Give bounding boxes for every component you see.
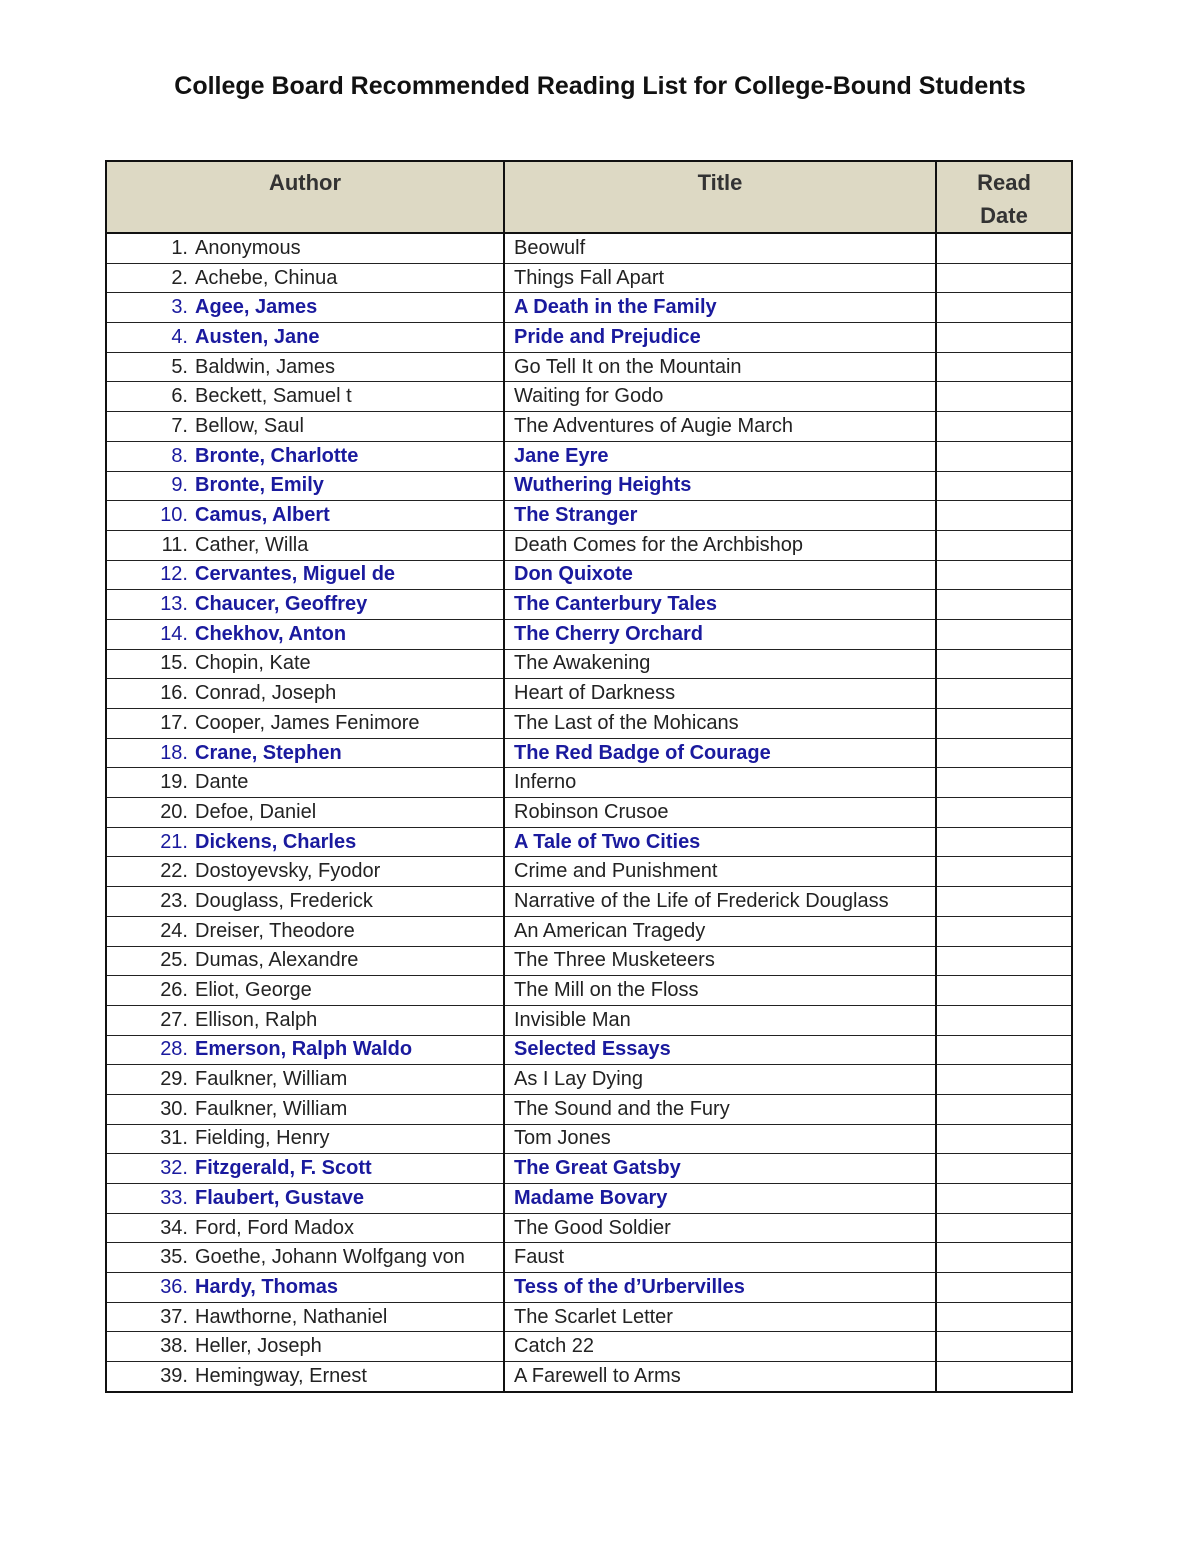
author-name: Douglass, Frederick [195, 889, 373, 912]
header-author: Author [106, 161, 504, 233]
author-name: Faulkner, William [195, 1097, 348, 1120]
book-title-cell: Faust [504, 1243, 936, 1273]
author-cell [106, 798, 504, 828]
author-cell [106, 1154, 504, 1184]
table-row [106, 501, 1072, 531]
row-number: 5. [171, 355, 188, 378]
author-cell [106, 1362, 504, 1392]
author-cell [106, 590, 504, 620]
author-name: Chekhov, Anton [195, 622, 347, 645]
table-row [106, 768, 1072, 798]
book-title-cell: The Sound and the Fury [504, 1094, 936, 1124]
table-row [106, 1094, 1072, 1124]
author-cell [106, 887, 504, 917]
author-cell [106, 233, 504, 263]
table-row [106, 1362, 1072, 1392]
book-title-cell: Beowulf [504, 233, 936, 263]
read-date-cell [936, 412, 1072, 442]
read-date-cell [936, 560, 1072, 590]
read-date-cell [936, 590, 1072, 620]
author-name: Heller, Joseph [195, 1335, 322, 1358]
author-name: Baldwin, James [195, 355, 336, 378]
read-date-cell [936, 1154, 1072, 1184]
author-name: Bronte, Emily [195, 474, 324, 497]
book-title-cell: The Canterbury Tales [504, 590, 936, 620]
book-title-cell: The Adventures of Augie March [504, 412, 936, 442]
row-number: 1. [171, 236, 188, 259]
author-name: Crane, Stephen [195, 741, 342, 764]
row-number: 37. [160, 1305, 188, 1328]
author-cell [106, 412, 504, 442]
book-title-cell: The Good Soldier [504, 1213, 936, 1243]
read-date-cell [936, 1124, 1072, 1154]
row-number: 35. [160, 1246, 188, 1269]
author-cell [106, 1094, 504, 1124]
row-number: 3. [171, 296, 188, 319]
author-name: Emerson, Ralph Waldo [195, 1038, 413, 1061]
author-name: Defoe, Daniel [195, 800, 317, 823]
row-number: 28. [160, 1038, 188, 1061]
author-cell [106, 1302, 504, 1332]
book-title-cell: Tess of the d’Urbervilles [504, 1273, 936, 1303]
read-date-cell [936, 1302, 1072, 1332]
author-cell [106, 1005, 504, 1035]
author-name: Hawthorne, Nathaniel [195, 1305, 388, 1328]
read-date-cell [936, 1184, 1072, 1214]
read-date-cell [936, 649, 1072, 679]
author-name: Faulkner, William [195, 1068, 348, 1091]
table-row [106, 412, 1072, 442]
book-title-cell: A Farewell to Arms [504, 1362, 936, 1392]
row-number: 11. [161, 533, 188, 556]
read-date-cell [936, 1243, 1072, 1273]
row-number: 24. [160, 919, 188, 942]
author-name: Ellison, Ralph [195, 1008, 318, 1031]
book-title-cell: Things Fall Apart [504, 263, 936, 293]
table-row [106, 738, 1072, 768]
row-number: 22. [160, 860, 188, 883]
row-number: 34. [160, 1216, 188, 1239]
book-title-cell: Inferno [504, 768, 936, 798]
book-title-cell: Robinson Crusoe [504, 798, 936, 828]
row-number: 25. [160, 949, 188, 972]
table-row [106, 560, 1072, 590]
author-name: Bronte, Charlotte [195, 444, 359, 467]
row-number: 32. [160, 1157, 188, 1180]
row-number: 7. [171, 414, 188, 437]
author-cell [106, 323, 504, 353]
table-row [106, 1184, 1072, 1214]
book-title-cell: The Awakening [504, 649, 936, 679]
read-date-cell [936, 530, 1072, 560]
row-number: 31. [160, 1127, 188, 1150]
table-row [106, 976, 1072, 1006]
author-cell [106, 530, 504, 560]
row-number: 36. [160, 1275, 188, 1298]
read-date-cell [936, 916, 1072, 946]
book-title-cell: Heart of Darkness [504, 679, 936, 709]
author-cell [106, 1332, 504, 1362]
table-row [106, 1243, 1072, 1273]
table-row [106, 441, 1072, 471]
table-row [106, 887, 1072, 917]
table-row [106, 1213, 1072, 1243]
author-name: Ford, Ford Madox [195, 1216, 354, 1239]
book-title-cell: Go Tell It on the Mountain [504, 352, 936, 382]
read-date-cell [936, 709, 1072, 739]
table-header [106, 161, 1072, 233]
read-date-cell [936, 1094, 1072, 1124]
book-title-cell: Wuthering Heights [504, 471, 936, 501]
author-cell [106, 441, 504, 471]
book-title-cell: Death Comes for the Archbishop [504, 530, 936, 560]
row-number: 19. [160, 771, 188, 794]
read-date-cell [936, 501, 1072, 531]
row-number: 14. [160, 622, 188, 645]
author-name: Chopin, Kate [195, 652, 311, 675]
header-read-date-line2: Date [980, 203, 1028, 228]
header-read-date-line1: Read [977, 170, 1031, 195]
book-title-cell: Waiting for Godo [504, 382, 936, 412]
header-row [106, 161, 1072, 233]
row-number: 10. [160, 504, 188, 527]
page-title: College Board Recommended Reading List for College-Bound Students [174, 72, 1026, 100]
row-number: 21. [160, 830, 188, 853]
table-row [106, 323, 1072, 353]
read-date-cell [936, 441, 1072, 471]
author-name: Agee, James [195, 296, 318, 319]
table-row [106, 619, 1072, 649]
read-date-cell [936, 293, 1072, 323]
author-cell [106, 619, 504, 649]
read-date-cell [936, 1213, 1072, 1243]
book-title-cell: The Three Musketeers [504, 946, 936, 976]
author-cell [106, 1065, 504, 1095]
row-number: 20. [160, 800, 188, 823]
author-name: Cooper, James Fenimore [195, 711, 420, 734]
table-row [106, 798, 1072, 828]
author-cell [106, 471, 504, 501]
author-name: Cather, Willa [195, 533, 309, 556]
author-name: Austen, Jane [195, 325, 320, 348]
book-title-cell: The Red Badge of Courage [504, 738, 936, 768]
author-name: Cervantes, Miguel de [195, 563, 396, 586]
table-row [106, 1273, 1072, 1303]
table-row [106, 1302, 1072, 1332]
row-number: 33. [160, 1186, 188, 1209]
author-cell [106, 738, 504, 768]
author-cell [106, 946, 504, 976]
book-title-cell: Jane Eyre [504, 441, 936, 471]
book-title-cell: An American Tragedy [504, 916, 936, 946]
read-date-cell [936, 352, 1072, 382]
book-title-cell: Narrative of the Life of Frederick Douglass [504, 887, 936, 917]
book-title-cell: Pride and Prejudice [504, 323, 936, 353]
book-title-cell: Madame Bovary [504, 1184, 936, 1214]
row-number: 13. [160, 593, 188, 616]
read-date-cell [936, 471, 1072, 501]
row-number: 27. [160, 1008, 188, 1031]
table-row [106, 827, 1072, 857]
author-cell [106, 560, 504, 590]
row-number: 15. [160, 652, 188, 675]
read-date-cell [936, 768, 1072, 798]
table-row [106, 382, 1072, 412]
book-title-cell: The Great Gatsby [504, 1154, 936, 1184]
author-name: Chaucer, Geoffrey [195, 593, 368, 616]
table-row [106, 1124, 1072, 1154]
author-cell [106, 293, 504, 323]
read-date-cell [936, 619, 1072, 649]
table-row [106, 1332, 1072, 1362]
author-name: Dante [195, 771, 249, 794]
author-cell [106, 1035, 504, 1065]
row-number: 38. [160, 1335, 188, 1358]
author-name: Dumas, Alexandre [195, 949, 359, 972]
read-date-cell [936, 798, 1072, 828]
row-number: 8. [171, 444, 188, 467]
row-number: 12. [160, 563, 188, 586]
author-cell [106, 1273, 504, 1303]
author-cell [106, 679, 504, 709]
table-row [106, 857, 1072, 887]
row-number: 6. [171, 385, 188, 408]
row-number: 29. [160, 1068, 188, 1091]
read-date-cell [936, 382, 1072, 412]
author-cell [106, 1124, 504, 1154]
book-title-cell: Tom Jones [504, 1124, 936, 1154]
book-title-cell: Crime and Punishment [504, 857, 936, 887]
author-cell [106, 501, 504, 531]
header-read-date [936, 161, 1072, 233]
author-cell [106, 857, 504, 887]
read-date-cell [936, 887, 1072, 917]
row-number: 30. [160, 1097, 188, 1120]
book-title-cell: The Cherry Orchard [504, 619, 936, 649]
author-cell [106, 649, 504, 679]
table-body [106, 233, 1072, 1392]
author-name: Hardy, Thomas [195, 1275, 338, 1298]
read-date-cell [936, 857, 1072, 887]
header-title: Title [504, 161, 936, 233]
author-name: Conrad, Joseph [195, 682, 337, 705]
author-name: Dreiser, Theodore [195, 919, 355, 942]
author-cell [106, 976, 504, 1006]
table-row [106, 946, 1072, 976]
table-row [106, 530, 1072, 560]
read-date-cell [936, 976, 1072, 1006]
author-name: Camus, Albert [195, 504, 330, 527]
author-cell [106, 1184, 504, 1214]
read-date-cell [936, 827, 1072, 857]
read-date-cell [936, 1065, 1072, 1095]
author-name: Beckett, Samuel t [195, 385, 352, 408]
author-name: Goethe, Johann Wolfgang von [195, 1246, 465, 1269]
table-row [106, 1005, 1072, 1035]
book-title-cell: The Scarlet Letter [504, 1302, 936, 1332]
book-title-cell: A Tale of Two Cities [504, 827, 936, 857]
book-title-cell: Selected Essays [504, 1035, 936, 1065]
book-title-cell: As I Lay Dying [504, 1065, 936, 1095]
table-row [106, 649, 1072, 679]
author-name: Dostoyevsky, Fyodor [195, 860, 381, 883]
book-title-cell: Invisible Man [504, 1005, 936, 1035]
table-row [106, 471, 1072, 501]
table-row [106, 352, 1072, 382]
table-row [106, 709, 1072, 739]
read-date-cell [936, 679, 1072, 709]
author-cell [106, 827, 504, 857]
author-cell [106, 1213, 504, 1243]
read-date-cell [936, 1273, 1072, 1303]
read-date-cell [936, 323, 1072, 353]
book-title-cell: The Last of the Mohicans [504, 709, 936, 739]
author-name: Flaubert, Gustave [195, 1186, 364, 1209]
row-number: 16. [160, 682, 188, 705]
author-cell [106, 382, 504, 412]
read-date-cell [936, 946, 1072, 976]
author-cell [106, 768, 504, 798]
row-number: 9. [171, 474, 188, 497]
read-date-cell [936, 263, 1072, 293]
read-date-cell [936, 1005, 1072, 1035]
row-number: 39. [160, 1364, 188, 1387]
author-name: Hemingway, Ernest [195, 1364, 367, 1387]
table-row [106, 1035, 1072, 1065]
row-number: 17. [160, 711, 188, 734]
author-name: Bellow, Saul [195, 414, 304, 437]
book-title-cell: A Death in the Family [504, 293, 936, 323]
reading-list-table [105, 160, 1073, 1393]
author-name: Dickens, Charles [195, 830, 357, 853]
table-row [106, 1154, 1072, 1184]
read-date-cell [936, 233, 1072, 263]
author-name: Fitzgerald, F. Scott [195, 1157, 372, 1180]
book-title-cell: The Mill on the Floss [504, 976, 936, 1006]
book-title-cell: Catch 22 [504, 1332, 936, 1362]
row-number: 18. [160, 741, 188, 764]
author-name: Fielding, Henry [195, 1127, 330, 1150]
table-row [106, 916, 1072, 946]
author-cell [106, 263, 504, 293]
author-cell [106, 709, 504, 739]
book-title-cell: Don Quixote [504, 560, 936, 590]
table-row [106, 263, 1072, 293]
author-name: Anonymous [195, 236, 301, 259]
table-row [106, 233, 1072, 263]
row-number: 23. [160, 889, 188, 912]
table-row [106, 679, 1072, 709]
row-number: 4. [171, 325, 188, 348]
read-date-cell [936, 738, 1072, 768]
author-cell [106, 1243, 504, 1273]
table-row [106, 293, 1072, 323]
author-name: Eliot, George [195, 979, 312, 1002]
table-row [106, 1065, 1072, 1095]
author-name: Achebe, Chinua [195, 266, 338, 289]
author-cell [106, 352, 504, 382]
row-number: 26. [160, 979, 188, 1002]
read-date-cell [936, 1362, 1072, 1392]
author-cell [106, 916, 504, 946]
book-title-cell: The Stranger [504, 501, 936, 531]
read-date-cell [936, 1332, 1072, 1362]
read-date-cell [936, 1035, 1072, 1065]
row-number: 2. [171, 266, 188, 289]
table-row [106, 590, 1072, 620]
